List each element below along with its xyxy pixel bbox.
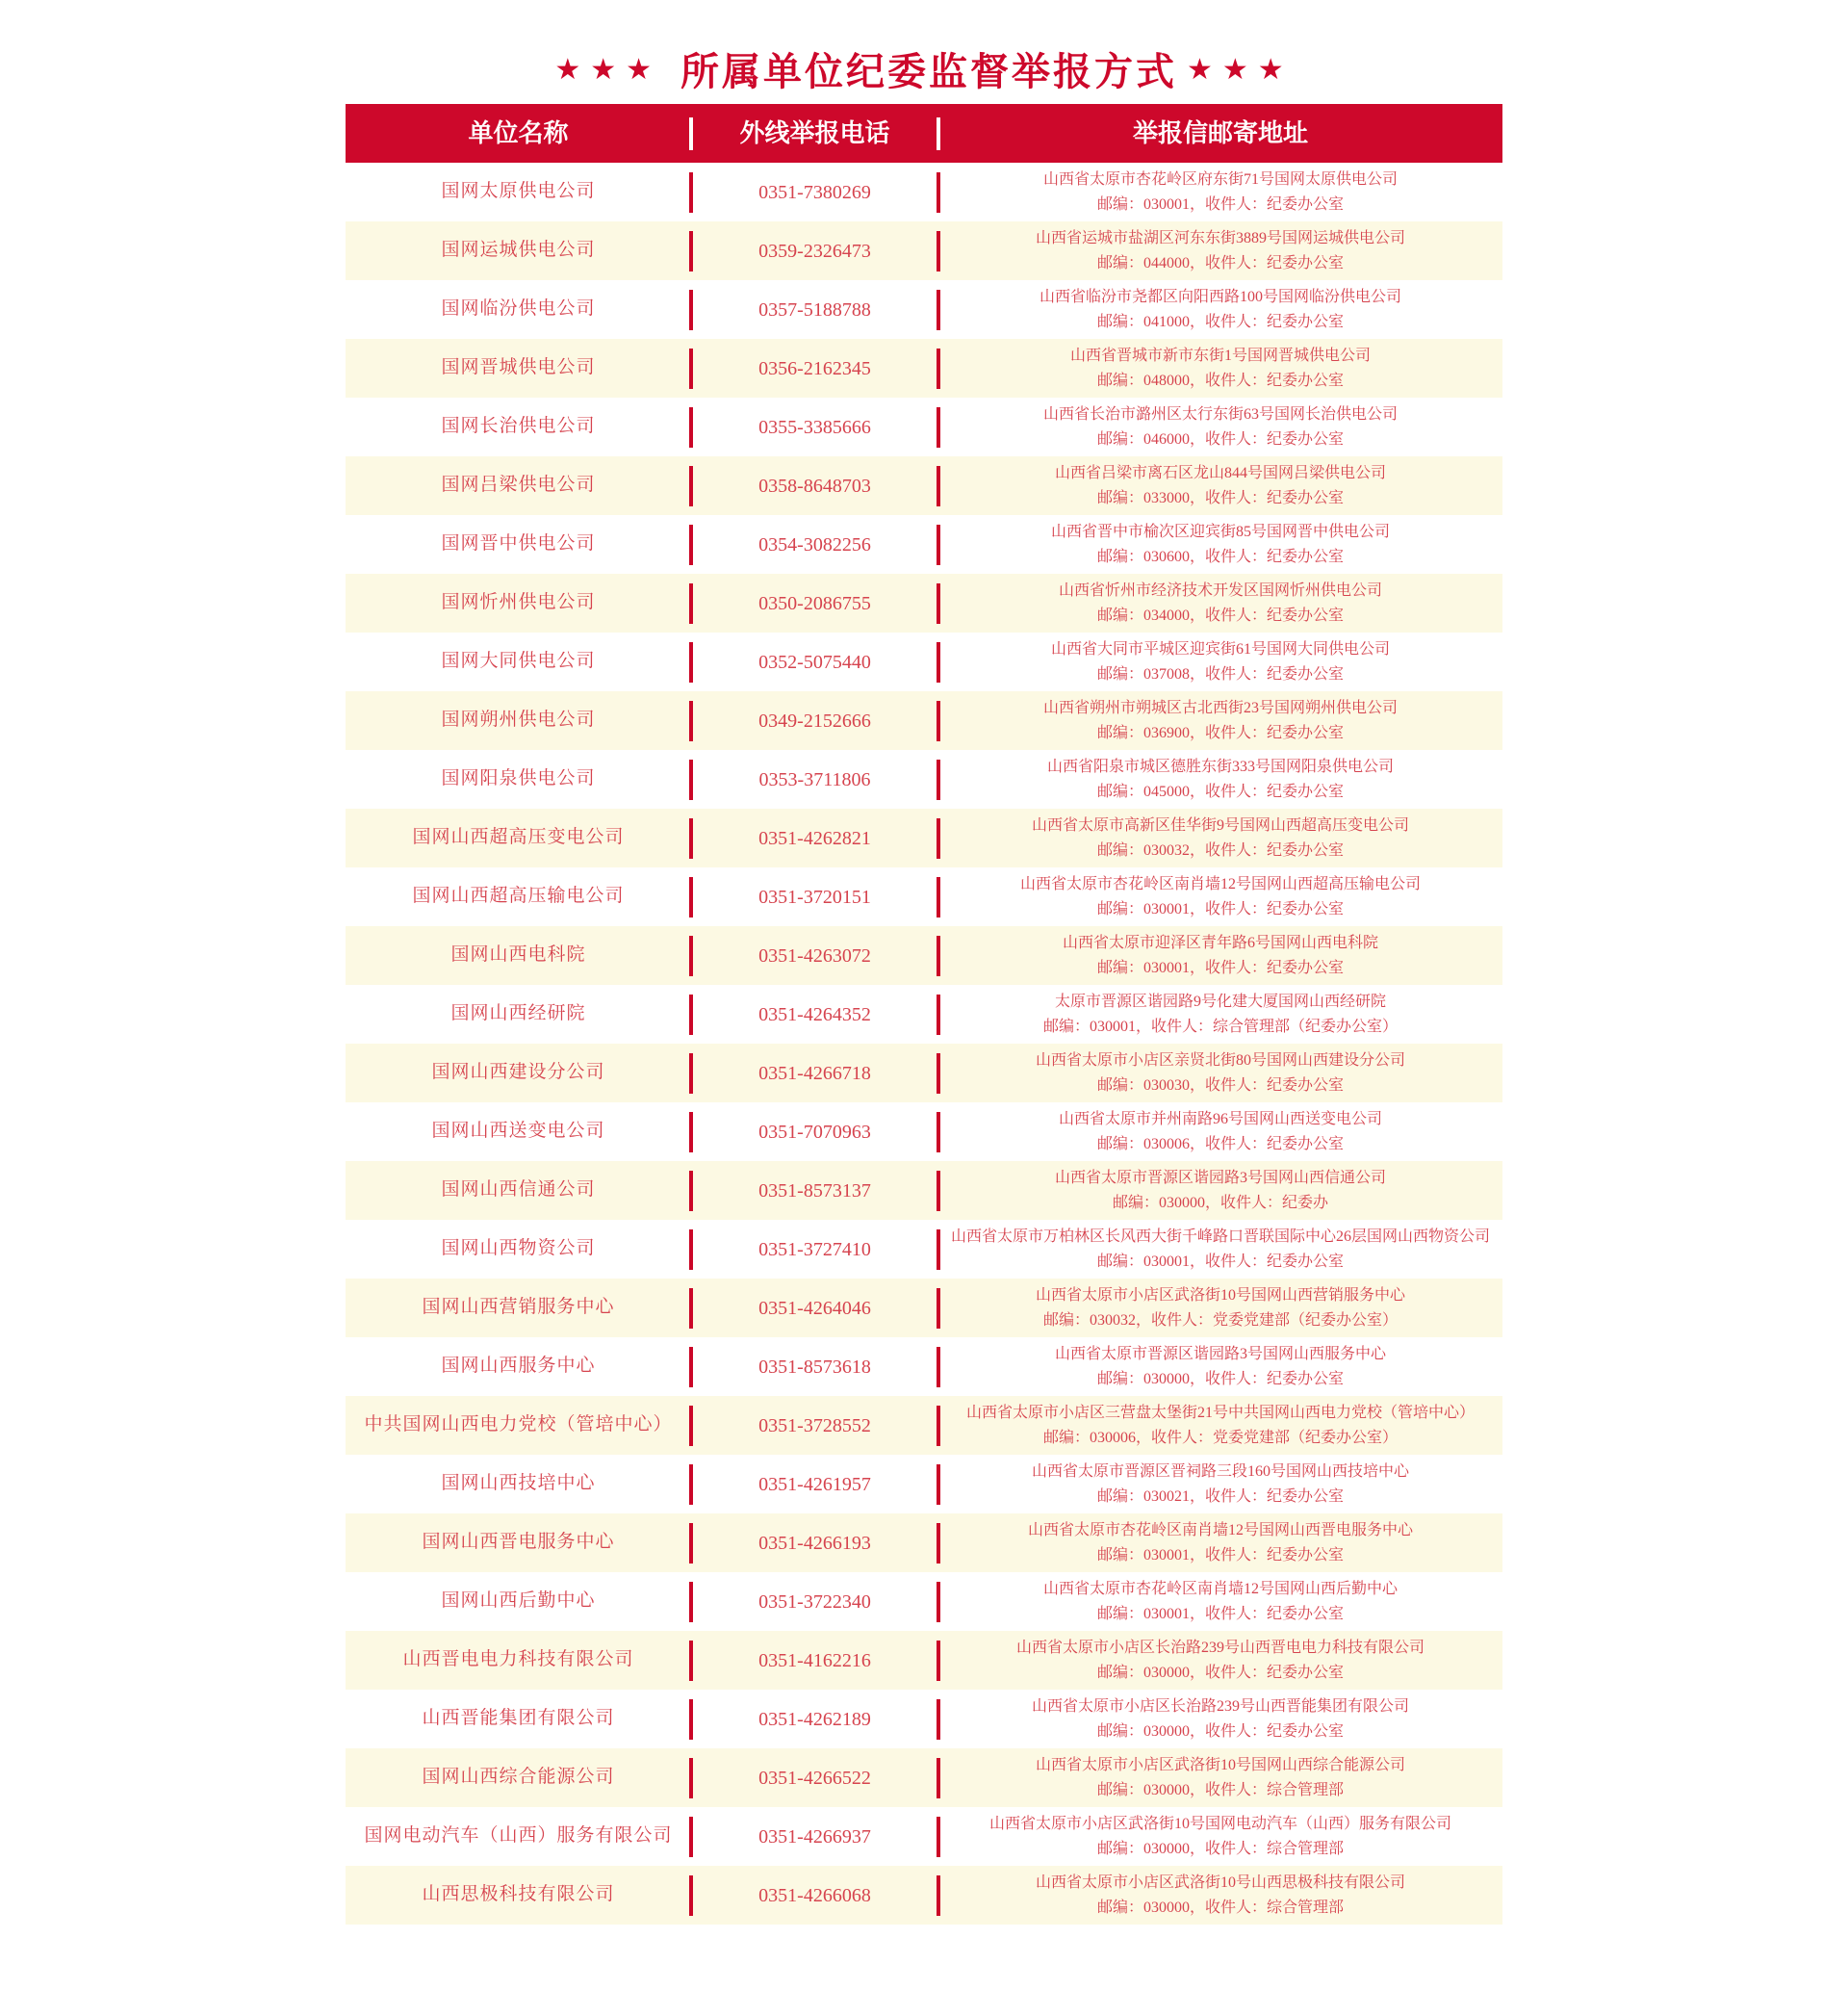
- mail-address-line1: 山西省太原市小店区武洛街10号国网山西营销服务中心: [1035, 1286, 1405, 1304]
- mail-address-line1: 山西省忻州市经济技术开发区国网忻州供电公司: [1058, 581, 1382, 599]
- mail-address-line1: 山西省太原市杏花岭区府东街71号国网太原供电公司: [1042, 170, 1398, 188]
- mail-address-line2: 邮编：030032，收件人：纪委办公室: [1096, 841, 1344, 859]
- row-column-divider: [937, 1171, 940, 1211]
- row-column-divider: [689, 1053, 693, 1094]
- row-column-divider: [689, 1817, 693, 1857]
- table-row: [346, 926, 1502, 985]
- mail-address-line2: 邮编：030000，收件人：综合管理部: [1096, 1899, 1344, 1916]
- mail-address: [938, 402, 1502, 452]
- mail-address-line1: 山西省太原市小店区武洛街10号山西思极科技有限公司: [1035, 1874, 1405, 1891]
- unit-name: 国网晋城供电公司: [441, 357, 596, 378]
- row-column-divider: [689, 525, 693, 565]
- mail-address-line1: 山西省太原市晋源区谐园路3号国网山西信通公司: [1054, 1169, 1386, 1186]
- report-phone: 0351-4262821: [758, 827, 871, 849]
- table-row: [346, 633, 1502, 691]
- table-row: [346, 1631, 1502, 1690]
- row-column-divider: [937, 1641, 940, 1681]
- row-column-divider: [937, 583, 940, 624]
- mail-address-line1: 山西省太原市万柏林区长风西大街千峰路口晋联国际中心26层国网山西物资公司: [950, 1228, 1490, 1245]
- row-column-divider: [937, 1817, 940, 1857]
- report-phone: 0356-2162345: [758, 357, 871, 379]
- row-column-divider: [689, 172, 693, 213]
- table-row: [346, 1337, 1502, 1396]
- mail-address-line1: 山西省吕梁市离石区龙山844号国网吕梁供电公司: [1054, 464, 1386, 481]
- row-column-divider: [937, 1875, 940, 1916]
- table-row: [346, 750, 1502, 809]
- unit-name: 国网晋中供电公司: [441, 533, 596, 555]
- table-header-row: [346, 104, 1502, 163]
- mail-address-line2: 邮编：048000，收件人：纪委办公室: [1096, 372, 1344, 389]
- row-column-divider: [689, 1229, 693, 1270]
- column-header-phone: 外线举报电话: [739, 117, 890, 147]
- row-column-divider: [689, 1875, 693, 1916]
- mail-address-line2: 邮编：030001，收件人：纪委办公室: [1096, 1605, 1344, 1622]
- mail-address: [938, 520, 1502, 570]
- mail-address-line1: 山西省太原市小店区武洛街10号国网山西综合能源公司: [1035, 1756, 1405, 1773]
- row-column-divider: [689, 1464, 693, 1505]
- table-row: [346, 1748, 1502, 1807]
- mail-address-line1: 山西省太原市晋源区谐园路3号国网山西服务中心: [1054, 1345, 1386, 1362]
- report-phone: 0351-7070963: [758, 1121, 871, 1143]
- row-column-divider: [937, 466, 940, 506]
- report-phone: 0353-3711806: [758, 768, 871, 790]
- mail-address-line2: 邮编：030006，收件人：党委党建部（纪委办公室）: [1042, 1429, 1398, 1446]
- report-phone: 0351-4266068: [758, 1884, 871, 1906]
- report-phone: 0350-2086755: [758, 592, 871, 614]
- report-phone: 0351-4266193: [758, 1532, 871, 1554]
- row-column-divider: [689, 1582, 693, 1622]
- report-phone: 0351-7380269: [758, 181, 871, 203]
- report-phone: 0351-8573137: [758, 1179, 871, 1202]
- mail-address-line2: 邮编：030001，收件人：综合管理部（纪委办公室）: [1042, 1018, 1398, 1035]
- mail-address-line1: 山西省太原市杏花岭区南肖墙12号国网山西后勤中心: [1042, 1580, 1398, 1597]
- row-column-divider: [689, 1347, 693, 1387]
- report-phone: 0351-4264352: [758, 1003, 871, 1025]
- unit-name: 国网山西超高压输电公司: [412, 886, 625, 907]
- report-phone: 0351-4266522: [758, 1767, 871, 1789]
- report-phone: 0351-4263072: [758, 944, 871, 967]
- mail-address-line1: 山西省朔州市朔城区古北西街23号国网朔州供电公司: [1042, 699, 1398, 716]
- mail-address: [938, 872, 1502, 922]
- row-column-divider: [937, 642, 940, 683]
- row-column-divider: [689, 936, 693, 976]
- mail-address-line1: 山西省太原市晋源区晋祠路三段160号国网山西技培中心: [1031, 1462, 1409, 1480]
- row-column-divider: [689, 466, 693, 506]
- report-phone: 0351-4261957: [758, 1473, 871, 1495]
- row-column-divider: [689, 1758, 693, 1798]
- row-column-divider: [937, 701, 940, 741]
- mail-address: [938, 1753, 1502, 1803]
- row-column-divider: [689, 290, 693, 330]
- column-header-unit-name: 单位名称: [468, 117, 569, 147]
- mail-address-line2: 邮编：030001，收件人：纪委办公室: [1096, 1253, 1344, 1270]
- mail-address-line2: 邮编：030001，收件人：纪委办公室: [1096, 195, 1344, 213]
- mail-address-line1: 山西省太原市高新区佳华街9号国网山西超高压变电公司: [1031, 816, 1409, 834]
- report-phone: 0349-2152666: [758, 710, 871, 732]
- mail-address: [938, 285, 1502, 335]
- table-row: [346, 574, 1502, 633]
- mail-address: [938, 1694, 1502, 1744]
- mail-address-line1: 山西省太原市小店区长治路239号山西晋电电力科技有限公司: [1015, 1639, 1424, 1656]
- mail-address-line2: 邮编：030000，收件人：纪委办公室: [1096, 1664, 1344, 1681]
- row-column-divider: [937, 1523, 940, 1564]
- report-phone: 0354-3082256: [758, 533, 871, 556]
- mail-address-line2: 邮编：030032，收件人：党委党建部（纪委办公室）: [1042, 1311, 1398, 1329]
- mail-address: [938, 1342, 1502, 1392]
- mail-address-line2: 邮编：044000，收件人：纪委办公室: [1096, 254, 1344, 271]
- mail-address: [938, 696, 1502, 746]
- row-column-divider: [937, 1112, 940, 1152]
- table-body: [346, 163, 1502, 1925]
- table-row: [346, 515, 1502, 574]
- table-row: [346, 456, 1502, 515]
- row-column-divider: [689, 1641, 693, 1681]
- row-column-divider: [689, 701, 693, 741]
- mail-address: [938, 579, 1502, 629]
- report-phone: 0359-2326473: [758, 240, 871, 262]
- mail-address: [938, 461, 1502, 511]
- mail-address-line1: 山西省运城市盐湖区河东东街3889号国网运城供电公司: [1035, 229, 1405, 246]
- mail-address-line1: 山西省太原市小店区武洛街10号国网电动汽车（山西）服务有限公司: [988, 1815, 1451, 1832]
- mail-address-line1: 山西省太原市杏花岭区南肖墙12号国网山西晋电服务中心: [1027, 1521, 1413, 1538]
- mail-address: [938, 344, 1502, 394]
- mail-address-line2: 邮编：030021，收件人：纪委办公室: [1096, 1487, 1344, 1505]
- mail-address-line2: 邮编：046000，收件人：纪委办公室: [1096, 430, 1344, 448]
- table-row: [346, 339, 1502, 398]
- unit-name: 国网临汾供电公司: [441, 298, 596, 320]
- mail-address: [938, 1460, 1502, 1510]
- unit-name: 国网山西电科院: [450, 944, 586, 966]
- unit-name: 国网山西送变电公司: [431, 1121, 605, 1142]
- table-row: [346, 1161, 1502, 1220]
- mail-address-line2: 邮编：030001，收件人：纪委办公室: [1096, 1546, 1344, 1564]
- mail-address-line2: 邮编：030000，收件人：纪委办: [1112, 1194, 1328, 1211]
- row-column-divider: [689, 1523, 693, 1564]
- row-column-divider: [689, 1171, 693, 1211]
- stars-left-icon: ★★★: [554, 53, 661, 87]
- unit-name: 国网长治供电公司: [441, 416, 596, 437]
- row-column-divider: [689, 1112, 693, 1152]
- row-column-divider: [689, 995, 693, 1035]
- report-phone: 0351-8573618: [758, 1356, 871, 1378]
- mail-address: [938, 226, 1502, 276]
- mail-address: [938, 755, 1502, 805]
- row-column-divider: [689, 818, 693, 859]
- mail-address: [938, 814, 1502, 864]
- mail-address: [938, 1107, 1502, 1157]
- mail-address-line2: 邮编：030000，收件人：综合管理部: [1096, 1840, 1344, 1857]
- row-column-divider: [937, 1288, 940, 1329]
- row-column-divider: [689, 877, 693, 917]
- table-row: [346, 691, 1502, 750]
- mail-address: [938, 931, 1502, 981]
- row-column-divider: [689, 1406, 693, 1446]
- unit-name: 国网山西物资公司: [441, 1238, 596, 1259]
- table-row: [346, 1044, 1502, 1102]
- mail-address-line1: 山西省太原市小店区亲贤北街80号国网山西建设分公司: [1035, 1051, 1405, 1069]
- row-column-divider: [937, 1758, 940, 1798]
- mail-address: [938, 1577, 1502, 1627]
- table-row: [346, 1396, 1502, 1455]
- unit-name: 中共国网山西电力党校（管培中心）: [364, 1414, 673, 1435]
- mail-address-line2: 邮编：030600，收件人：纪委办公室: [1096, 548, 1344, 565]
- table-row: [346, 1102, 1502, 1161]
- row-column-divider: [689, 349, 693, 389]
- report-phone: 0357-5188788: [758, 298, 871, 321]
- unit-name: 国网山西晋电服务中心: [422, 1532, 615, 1553]
- mail-address-line1: 山西省长治市潞州区太行东街63号国网长治供电公司: [1042, 405, 1398, 423]
- mail-address: [938, 637, 1502, 687]
- table-row: [346, 1866, 1502, 1925]
- report-contact-table: [346, 104, 1502, 1925]
- unit-name: 山西晋能集团有限公司: [422, 1708, 615, 1729]
- row-column-divider: [937, 349, 940, 389]
- mail-address: [938, 1871, 1502, 1921]
- table-row: [346, 809, 1502, 867]
- unit-name: 国网山西后勤中心: [441, 1590, 596, 1612]
- table-row: [346, 221, 1502, 280]
- row-column-divider: [937, 936, 940, 976]
- mail-address-line2: 邮编：034000，收件人：纪委办公室: [1096, 607, 1344, 624]
- mail-address-line1: 山西省临汾市尧都区向阳西路100号国网临汾供电公司: [1039, 288, 1401, 305]
- unit-name: 国网山西营销服务中心: [422, 1297, 615, 1318]
- unit-name: 国网运城供电公司: [441, 240, 596, 261]
- mail-address-line1: 山西省太原市杏花岭区南肖墙12号国网山西超高压输电公司: [1019, 875, 1421, 892]
- row-column-divider: [937, 1347, 940, 1387]
- report-phone: 0355-3385666: [758, 416, 871, 438]
- mail-address: [938, 1225, 1502, 1275]
- report-phone: 0351-3727410: [758, 1238, 871, 1260]
- mail-address: [938, 1636, 1502, 1686]
- table-row: [346, 163, 1502, 221]
- row-column-divider: [937, 1582, 940, 1622]
- table-row: [346, 1279, 1502, 1337]
- row-column-divider: [689, 407, 693, 448]
- mail-address-line2: 邮编：045000，收件人：纪委办公室: [1096, 783, 1344, 800]
- column-header-mail-address: 举报信邮寄地址: [1132, 117, 1308, 147]
- unit-name: 国网大同供电公司: [441, 651, 596, 672]
- table-row: [346, 985, 1502, 1044]
- mail-address-line2: 邮编：030001，收件人：纪委办公室: [1096, 900, 1344, 917]
- row-column-divider: [937, 231, 940, 271]
- row-column-divider: [937, 1053, 940, 1094]
- row-column-divider: [689, 583, 693, 624]
- report-phone: 0351-3720151: [758, 886, 871, 908]
- row-column-divider: [937, 525, 940, 565]
- mail-address-line2: 邮编：030000，收件人：纪委办公室: [1096, 1370, 1344, 1387]
- unit-name: 山西思极科技有限公司: [422, 1884, 615, 1905]
- mail-address: [938, 1812, 1502, 1862]
- mail-address-line2: 邮编：030000，收件人：纪委办公室: [1096, 1722, 1344, 1740]
- mail-address: [938, 1518, 1502, 1568]
- stars-right-icon: ★★★: [1187, 53, 1294, 87]
- row-column-divider: [689, 760, 693, 800]
- unit-name: 国网山西建设分公司: [431, 1062, 605, 1083]
- mail-address-line1: 山西省阳泉市城区德胜东街333号国网阳泉供电公司: [1046, 758, 1394, 775]
- mail-address: [938, 1048, 1502, 1098]
- row-column-divider: [937, 1699, 940, 1740]
- row-column-divider: [937, 1464, 940, 1505]
- unit-name: 国网山西经研院: [450, 1003, 586, 1024]
- unit-name: 国网忻州供电公司: [441, 592, 596, 613]
- unit-name: 山西晋电电力科技有限公司: [402, 1649, 634, 1670]
- report-phone: 0351-4264046: [758, 1297, 871, 1319]
- row-column-divider: [937, 818, 940, 859]
- row-column-divider: [937, 877, 940, 917]
- table-row: [346, 398, 1502, 456]
- mail-address-line1: 山西省晋中市榆次区迎宾街85号国网晋中供电公司: [1050, 523, 1390, 540]
- unit-name: 国网山西服务中心: [441, 1356, 596, 1377]
- mail-address: [938, 168, 1502, 218]
- row-column-divider: [689, 642, 693, 683]
- report-phone: 0351-4262189: [758, 1708, 871, 1730]
- mail-address-line2: 邮编：037008，收件人：纪委办公室: [1096, 665, 1344, 683]
- report-phone: 0358-8648703: [758, 475, 871, 497]
- report-phone: 0351-3722340: [758, 1590, 871, 1613]
- mail-address-line1: 山西省太原市迎泽区青年路6号国网山西电科院: [1062, 934, 1378, 951]
- table-row: [346, 867, 1502, 926]
- mail-address-line2: 邮编：041000，收件人：纪委办公室: [1096, 313, 1344, 330]
- table-row: [346, 280, 1502, 339]
- page-title: [0, 0, 1848, 104]
- unit-name: 国网吕梁供电公司: [441, 475, 596, 496]
- mail-address-line1: 山西省晋城市新市东街1号国网晋城供电公司: [1069, 347, 1371, 364]
- report-phone: 0351-3728552: [758, 1414, 871, 1436]
- unit-name: 国网电动汽车（山西）服务有限公司: [364, 1825, 673, 1847]
- header-column-divider: [937, 117, 940, 150]
- mail-address-line1: 山西省太原市并州南路96号国网山西送变电公司: [1058, 1110, 1382, 1127]
- table-row: [346, 1513, 1502, 1572]
- mail-address-line2: 邮编：030030，收件人：纪委办公室: [1096, 1076, 1344, 1094]
- mail-address: [938, 1401, 1502, 1451]
- row-column-divider: [689, 1288, 693, 1329]
- mail-address-line1: 太原市晋源区谐园路9号化建大厦国网山西经研院: [1054, 993, 1386, 1010]
- mail-address: [938, 990, 1502, 1040]
- row-column-divider: [937, 172, 940, 213]
- mail-address-line2: 邮编：033000，收件人：纪委办公室: [1096, 489, 1344, 506]
- row-column-divider: [937, 1229, 940, 1270]
- table-row: [346, 1220, 1502, 1279]
- mail-address: [938, 1283, 1502, 1333]
- table-row: [346, 1807, 1502, 1866]
- unit-name: 国网太原供电公司: [441, 181, 596, 202]
- report-phone: 0351-4266718: [758, 1062, 871, 1084]
- unit-name: 国网山西综合能源公司: [422, 1767, 615, 1788]
- mail-address-line2: 邮编：030000，收件人：综合管理部: [1096, 1781, 1344, 1798]
- mail-address-line1: 山西省太原市小店区长治路239号山西晋能集团有限公司: [1031, 1697, 1409, 1715]
- row-column-divider: [689, 231, 693, 271]
- row-column-divider: [937, 290, 940, 330]
- unit-name: 国网山西超高压变电公司: [412, 827, 625, 848]
- page-title-text: 所属单位纪委监督举报方式: [680, 50, 1177, 93]
- report-phone: 0352-5075440: [758, 651, 871, 673]
- unit-name: 国网山西技培中心: [441, 1473, 596, 1494]
- mail-address-line2: 邮编：036900，收件人：纪委办公室: [1096, 724, 1344, 741]
- unit-name: 国网朔州供电公司: [441, 710, 596, 731]
- row-column-divider: [937, 1406, 940, 1446]
- table-row: [346, 1572, 1502, 1631]
- mail-address-line2: 邮编：030006，收件人：纪委办公室: [1096, 1135, 1344, 1152]
- header-column-divider: [689, 117, 693, 150]
- mail-address-line1: 山西省太原市小店区三营盘太堡街21号中共国网山西电力党校（管培中心）: [965, 1404, 1475, 1421]
- unit-name: 国网山西信通公司: [441, 1179, 596, 1201]
- row-column-divider: [937, 995, 940, 1035]
- mail-address-line2: 邮编：030001，收件人：纪委办公室: [1096, 959, 1344, 976]
- mail-address: [938, 1166, 1502, 1216]
- row-column-divider: [937, 760, 940, 800]
- report-phone: 0351-4162216: [758, 1649, 871, 1671]
- report-phone: 0351-4266937: [758, 1825, 871, 1848]
- table-row: [346, 1690, 1502, 1748]
- row-column-divider: [937, 407, 940, 448]
- mail-address-line1: 山西省大同市平城区迎宾街61号国网大同供电公司: [1050, 640, 1390, 658]
- unit-name: 国网阳泉供电公司: [441, 768, 596, 789]
- row-column-divider: [689, 1699, 693, 1740]
- table-row: [346, 1455, 1502, 1513]
